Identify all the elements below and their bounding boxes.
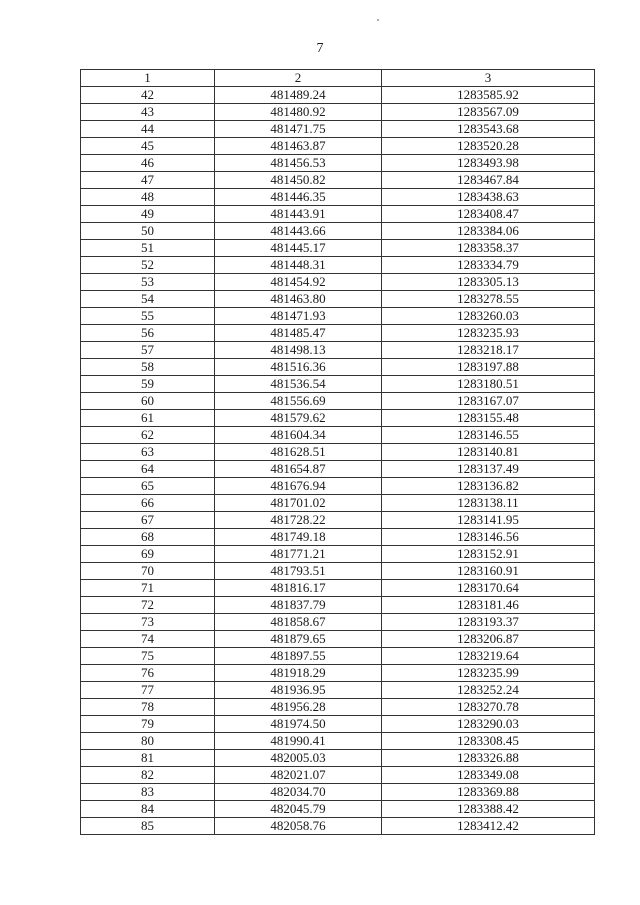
y-coordinate-cell: 1283305.13 — [382, 274, 595, 291]
point-number-cell: 52 — [81, 257, 215, 274]
point-number-cell: 44 — [81, 121, 215, 138]
column-header-1: 1 — [81, 70, 215, 87]
x-coordinate-cell: 481471.93 — [215, 308, 382, 325]
point-number-cell: 58 — [81, 359, 215, 376]
x-coordinate-cell: 481728.22 — [215, 512, 382, 529]
x-coordinate-cell: 481858.67 — [215, 614, 382, 631]
point-number-cell: 45 — [81, 138, 215, 155]
point-number-cell: 59 — [81, 376, 215, 393]
y-coordinate-cell: 1283369.88 — [382, 784, 595, 801]
x-coordinate-cell: 481471.75 — [215, 121, 382, 138]
table-body — [81, 87, 595, 835]
y-coordinate-cell: 1283181.46 — [382, 597, 595, 614]
x-coordinate-cell: 481676.94 — [215, 478, 382, 495]
table-row — [81, 121, 595, 138]
y-coordinate-cell: 1283388.42 — [382, 801, 595, 818]
table-row — [81, 580, 595, 597]
table-row — [81, 461, 595, 478]
point-number-cell: 53 — [81, 274, 215, 291]
point-number-cell: 78 — [81, 699, 215, 716]
table-row — [81, 597, 595, 614]
point-number-cell: 73 — [81, 614, 215, 631]
table-row — [81, 665, 595, 682]
y-coordinate-cell: 1283412.42 — [382, 818, 595, 835]
point-number-cell: 79 — [81, 716, 215, 733]
y-coordinate-cell: 1283290.03 — [382, 716, 595, 733]
column-header-3: 3 — [382, 70, 595, 87]
table-row — [81, 257, 595, 274]
table-row — [81, 478, 595, 495]
y-coordinate-cell: 1283141.95 — [382, 512, 595, 529]
y-coordinate-cell: 1283326.88 — [382, 750, 595, 767]
x-coordinate-cell: 481918.29 — [215, 665, 382, 682]
table-row — [81, 308, 595, 325]
y-coordinate-cell: 1283197.88 — [382, 359, 595, 376]
table-row — [81, 342, 595, 359]
table-row — [81, 155, 595, 172]
x-coordinate-cell: 481956.28 — [215, 699, 382, 716]
x-coordinate-cell: 482034.70 — [215, 784, 382, 801]
x-coordinate-cell: 481443.91 — [215, 206, 382, 223]
y-coordinate-cell: 1283467.84 — [382, 172, 595, 189]
point-number-cell: 83 — [81, 784, 215, 801]
y-coordinate-cell: 1283167.07 — [382, 393, 595, 410]
y-coordinate-cell: 1283308.45 — [382, 733, 595, 750]
x-coordinate-cell: 481974.50 — [215, 716, 382, 733]
point-number-cell: 63 — [81, 444, 215, 461]
x-coordinate-cell: 481897.55 — [215, 648, 382, 665]
y-coordinate-cell: 1283235.93 — [382, 325, 595, 342]
y-coordinate-cell: 1283349.08 — [382, 767, 595, 784]
x-coordinate-cell: 481837.79 — [215, 597, 382, 614]
table-row — [81, 512, 595, 529]
table-row — [81, 189, 595, 206]
x-coordinate-cell: 481654.87 — [215, 461, 382, 478]
x-coordinate-cell: 481793.51 — [215, 563, 382, 580]
x-coordinate-cell: 481536.54 — [215, 376, 382, 393]
x-coordinate-cell: 482021.07 — [215, 767, 382, 784]
point-number-cell: 74 — [81, 631, 215, 648]
y-coordinate-cell: 1283235.99 — [382, 665, 595, 682]
page-number: 7 — [316, 41, 324, 56]
point-number-cell: 48 — [81, 189, 215, 206]
x-coordinate-cell: 481936.95 — [215, 682, 382, 699]
point-number-cell: 76 — [81, 665, 215, 682]
x-coordinate-cell: 481489.24 — [215, 87, 382, 104]
table-row — [81, 393, 595, 410]
x-coordinate-cell: 481816.17 — [215, 580, 382, 597]
x-coordinate-cell: 481516.36 — [215, 359, 382, 376]
table-row — [81, 325, 595, 342]
x-coordinate-cell: 481604.34 — [215, 427, 382, 444]
point-number-cell: 77 — [81, 682, 215, 699]
table-row — [81, 631, 595, 648]
y-coordinate-cell: 1283520.28 — [382, 138, 595, 155]
table-row — [81, 206, 595, 223]
x-coordinate-cell: 481579.62 — [215, 410, 382, 427]
y-coordinate-cell: 1283270.78 — [382, 699, 595, 716]
x-coordinate-cell: 481485.47 — [215, 325, 382, 342]
y-coordinate-cell: 1283334.79 — [382, 257, 595, 274]
point-number-cell: 85 — [81, 818, 215, 835]
y-coordinate-cell: 1283138.11 — [382, 495, 595, 512]
x-coordinate-cell: 481498.13 — [215, 342, 382, 359]
point-number-cell: 56 — [81, 325, 215, 342]
y-coordinate-cell: 1283136.82 — [382, 478, 595, 495]
table-row — [81, 682, 595, 699]
x-coordinate-cell: 481879.65 — [215, 631, 382, 648]
x-coordinate-cell: 481463.87 — [215, 138, 382, 155]
table-row — [81, 104, 595, 121]
x-coordinate-cell: 481749.18 — [215, 529, 382, 546]
table-row — [81, 699, 595, 716]
table-row — [81, 733, 595, 750]
x-coordinate-cell: 482045.79 — [215, 801, 382, 818]
point-number-cell: 80 — [81, 733, 215, 750]
table-row — [81, 563, 595, 580]
point-number-cell: 72 — [81, 597, 215, 614]
y-coordinate-cell: 1283358.37 — [382, 240, 595, 257]
y-coordinate-cell: 1283152.91 — [382, 546, 595, 563]
point-number-cell: 69 — [81, 546, 215, 563]
table-row — [81, 427, 595, 444]
y-coordinate-cell: 1283146.56 — [382, 529, 595, 546]
point-number-cell: 75 — [81, 648, 215, 665]
x-coordinate-cell: 481480.92 — [215, 104, 382, 121]
table-row — [81, 716, 595, 733]
point-number-cell: 43 — [81, 104, 215, 121]
x-coordinate-cell: 481454.92 — [215, 274, 382, 291]
table-row — [81, 359, 595, 376]
scan-speck — [377, 19, 379, 21]
point-number-cell: 66 — [81, 495, 215, 512]
y-coordinate-cell: 1283137.49 — [382, 461, 595, 478]
table-row — [81, 444, 595, 461]
table-row — [81, 614, 595, 631]
y-coordinate-cell: 1283585.92 — [382, 87, 595, 104]
x-coordinate-cell: 481443.66 — [215, 223, 382, 240]
table-row — [81, 529, 595, 546]
point-number-cell: 47 — [81, 172, 215, 189]
y-coordinate-cell: 1283155.48 — [382, 410, 595, 427]
x-coordinate-cell: 481446.35 — [215, 189, 382, 206]
y-coordinate-cell: 1283260.03 — [382, 308, 595, 325]
point-number-cell: 51 — [81, 240, 215, 257]
x-coordinate-cell: 481628.51 — [215, 444, 382, 461]
point-number-cell: 67 — [81, 512, 215, 529]
column-header-2: 2 — [215, 70, 382, 87]
table-row — [81, 223, 595, 240]
table-row — [81, 546, 595, 563]
table-row — [81, 750, 595, 767]
y-coordinate-cell: 1283180.51 — [382, 376, 595, 393]
x-coordinate-cell: 481445.17 — [215, 240, 382, 257]
table-row — [81, 376, 595, 393]
y-coordinate-cell: 1283384.06 — [382, 223, 595, 240]
y-coordinate-cell: 1283252.24 — [382, 682, 595, 699]
table-row — [81, 172, 595, 189]
y-coordinate-cell: 1283438.63 — [382, 189, 595, 206]
point-number-cell: 54 — [81, 291, 215, 308]
coordinates-table — [80, 69, 595, 835]
point-number-cell: 64 — [81, 461, 215, 478]
table-row — [81, 274, 595, 291]
point-number-cell: 50 — [81, 223, 215, 240]
x-coordinate-cell: 481701.02 — [215, 495, 382, 512]
point-number-cell: 65 — [81, 478, 215, 495]
y-coordinate-cell: 1283278.55 — [382, 291, 595, 308]
table-row — [81, 410, 595, 427]
y-coordinate-cell: 1283146.55 — [382, 427, 595, 444]
table-row — [81, 648, 595, 665]
table-row — [81, 291, 595, 308]
point-number-cell: 71 — [81, 580, 215, 597]
x-coordinate-cell: 481771.21 — [215, 546, 382, 563]
point-number-cell: 62 — [81, 427, 215, 444]
y-coordinate-cell: 1283218.17 — [382, 342, 595, 359]
point-number-cell: 61 — [81, 410, 215, 427]
point-number-cell: 82 — [81, 767, 215, 784]
y-coordinate-cell: 1283543.68 — [382, 121, 595, 138]
table-row — [81, 240, 595, 257]
point-number-cell: 57 — [81, 342, 215, 359]
x-coordinate-cell: 482058.76 — [215, 818, 382, 835]
x-coordinate-cell: 481456.53 — [215, 155, 382, 172]
x-coordinate-cell: 481463.80 — [215, 291, 382, 308]
y-coordinate-cell: 1283140.81 — [382, 444, 595, 461]
x-coordinate-cell: 482005.03 — [215, 750, 382, 767]
y-coordinate-cell: 1283567.09 — [382, 104, 595, 121]
header-row — [81, 70, 595, 87]
y-coordinate-cell: 1283408.47 — [382, 206, 595, 223]
point-number-cell: 49 — [81, 206, 215, 223]
x-coordinate-cell: 481450.82 — [215, 172, 382, 189]
point-number-cell: 60 — [81, 393, 215, 410]
table-row — [81, 87, 595, 104]
point-number-cell: 70 — [81, 563, 215, 580]
y-coordinate-cell: 1283193.37 — [382, 614, 595, 631]
table-header — [81, 70, 595, 87]
y-coordinate-cell: 1283170.64 — [382, 580, 595, 597]
x-coordinate-cell: 481556.69 — [215, 393, 382, 410]
point-number-cell: 81 — [81, 750, 215, 767]
y-coordinate-cell: 1283493.98 — [382, 155, 595, 172]
table-row — [81, 495, 595, 512]
table-row — [81, 767, 595, 784]
point-number-cell: 46 — [81, 155, 215, 172]
point-number-cell: 68 — [81, 529, 215, 546]
table-row — [81, 801, 595, 818]
point-number-cell: 55 — [81, 308, 215, 325]
point-number-cell: 42 — [81, 87, 215, 104]
y-coordinate-cell: 1283219.64 — [382, 648, 595, 665]
table-row — [81, 818, 595, 835]
y-coordinate-cell: 1283206.87 — [382, 631, 595, 648]
table-row — [81, 138, 595, 155]
table-row — [81, 784, 595, 801]
x-coordinate-cell: 481990.41 — [215, 733, 382, 750]
x-coordinate-cell: 481448.31 — [215, 257, 382, 274]
y-coordinate-cell: 1283160.91 — [382, 563, 595, 580]
point-number-cell: 84 — [81, 801, 215, 818]
